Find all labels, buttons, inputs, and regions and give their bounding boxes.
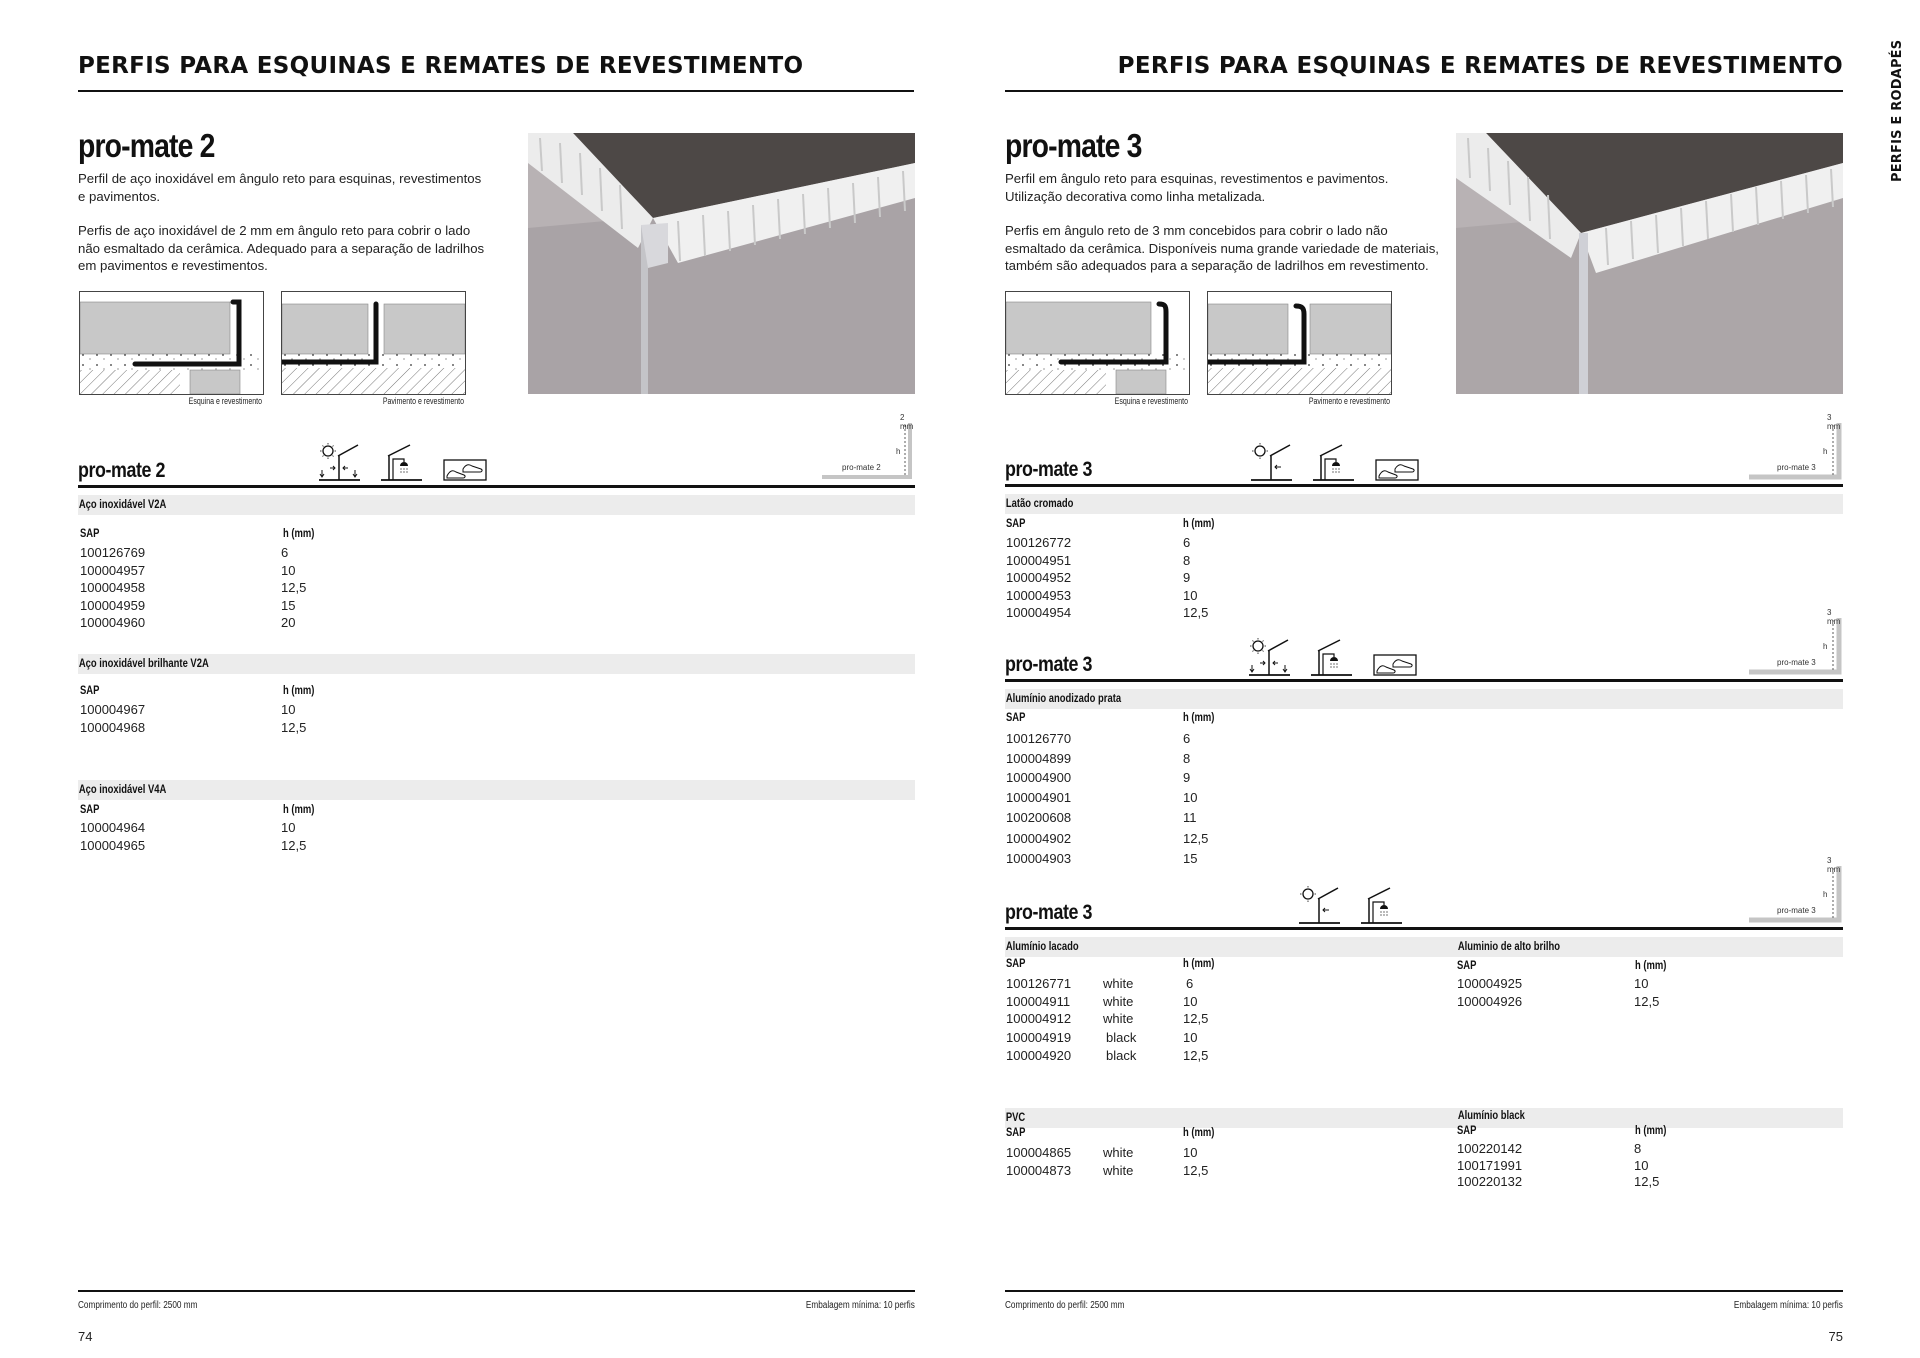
section-title: pro-mate 3	[1005, 458, 1093, 481]
product-photo	[1456, 133, 1843, 394]
column-header-h: h (mm)	[283, 804, 315, 816]
material-label: Latão cromado	[1005, 498, 1074, 510]
sap-cell: 100126772	[1006, 535, 1072, 550]
diagram-caption: Pavimento e revestimento	[382, 396, 464, 406]
height-cell: 6	[1186, 976, 1194, 991]
profile-cross-section-diagram	[1208, 292, 1391, 394]
column-header-h: h (mm)	[1635, 960, 1667, 972]
height-cell: 10	[1183, 587, 1198, 603]
header-rule	[1005, 90, 1843, 92]
diagram-corner-wall	[79, 291, 264, 395]
material-label: PVC	[1005, 1112, 1026, 1124]
sap-cell: 100004960	[80, 615, 146, 630]
section-title: pro-mate 3	[1005, 901, 1093, 924]
column-header-h: h (mm)	[1183, 712, 1215, 724]
height-cell: 8	[1183, 552, 1191, 568]
height-cell: 10	[281, 820, 296, 835]
outdoor-weather-icon	[1298, 885, 1342, 925]
material-label: Alumínio lacado	[1005, 941, 1079, 953]
column-header-sap: SAP	[80, 685, 100, 697]
sap-cell: 100220142	[1457, 1141, 1523, 1156]
sap-cell: 100004903	[1006, 851, 1072, 866]
section-title: pro-mate 3	[1005, 653, 1093, 676]
sap-cell: 100004911	[1006, 993, 1071, 1009]
aluminium-corner-profile-photo	[1456, 133, 1843, 394]
column-header-h: h (mm)	[283, 528, 315, 540]
header-rule	[78, 90, 914, 92]
sap-cell: 100004958	[80, 580, 146, 595]
height-cell: 12,5	[1634, 1174, 1660, 1189]
product-description	[1005, 170, 1445, 292]
description-paragraph: Perfis em ângulo reto de 3 mm concebidos para cobrir o lado não esmaltado da cerâmica. Disponíveis numa grande variedade de materiais, também são adequados para a separação de ladrilhos em revestimento.	[1005, 223, 1439, 273]
height-cell: 10	[1183, 1030, 1198, 1045]
shower-icon	[1310, 637, 1354, 677]
column-header-sap: SAP	[80, 528, 100, 540]
profile-name-label: pro-mate 3	[1777, 463, 1816, 472]
h-label: h	[896, 447, 901, 456]
sap-cell: 100126771	[1006, 976, 1072, 991]
diagram-floor-wall	[1207, 291, 1392, 395]
color-cell: white	[1103, 1145, 1134, 1160]
profile-length-note: Comprimento do perfil: 2500 mm	[78, 1300, 198, 1311]
sap-cell: 100200608	[1006, 810, 1072, 825]
sap-cell: 100004957	[80, 562, 146, 578]
height-cell: 10	[1634, 1157, 1649, 1173]
h-label: h	[1823, 642, 1828, 651]
usage-icons	[1298, 885, 1418, 925]
thickness-label: 3 mm	[1827, 608, 1841, 626]
height-cell: 15	[281, 597, 296, 613]
sap-cell: 100004952	[1006, 570, 1072, 585]
outdoor-weather-icon	[1250, 442, 1294, 482]
outdoor-weather-icon	[1248, 637, 1292, 677]
height-cell: 10	[281, 562, 296, 578]
sap-cell: 100004912	[1006, 1011, 1072, 1026]
height-cell: 10	[1634, 976, 1649, 991]
column-header-sap: SAP	[1006, 1127, 1026, 1139]
profile-cross-section-diagram	[282, 292, 465, 394]
height-cell: 10	[1183, 790, 1198, 805]
height-cell: 12,5	[1634, 993, 1660, 1009]
sap-cell: 100004926	[1457, 993, 1523, 1009]
sap-cell: 100004964	[80, 820, 146, 835]
sap-cell: 100004899	[1006, 750, 1072, 766]
height-cell: 8	[1183, 750, 1191, 766]
section-title: pro-mate 2	[78, 459, 166, 482]
material-band	[1005, 1108, 1843, 1128]
height-cell: 10	[1183, 1145, 1198, 1160]
section-rule	[1005, 927, 1843, 930]
min-packaging-note: Embalagem mínima: 10 perfis	[1734, 1300, 1843, 1311]
floor-traffic-shoe-icon	[1373, 653, 1417, 677]
sap-cell: 100004925	[1457, 976, 1523, 991]
height-cell: 12,5	[281, 719, 307, 735]
profile-dimension-figure	[820, 415, 916, 481]
sap-cell: 100004901	[1006, 790, 1072, 805]
product-title: pro-mate 2	[78, 127, 215, 164]
product-description	[78, 170, 488, 292]
page-header-title: PERFIS PARA ESQUINAS E REMATES DE REVESTIMENTO	[1117, 53, 1843, 79]
product-photo	[528, 133, 915, 394]
sap-cell: 100171991	[1457, 1157, 1523, 1173]
usage-icons	[318, 442, 501, 482]
page-number: 74	[78, 1329, 93, 1344]
material-band	[78, 495, 915, 515]
color-cell: white	[1103, 976, 1134, 991]
sap-cell: 100004967	[80, 702, 146, 717]
sap-cell: 100004902	[1006, 831, 1072, 846]
height-cell: 12,5	[1183, 1048, 1209, 1063]
description-paragraph: Perfil em ângulo reto para esquinas, revestimentos e pavimentos. Utilização decorativa como linha metalizada.	[1005, 171, 1389, 204]
height-cell: 15	[1183, 851, 1198, 866]
floor-traffic-shoe-icon	[1375, 458, 1419, 482]
shower-icon	[1360, 885, 1404, 925]
sap-cell: 100126769	[80, 545, 146, 560]
stainless-steel-corner-profile-photo	[528, 133, 915, 394]
h-label: h	[1823, 447, 1828, 456]
sap-cell: 100220132	[1457, 1174, 1523, 1189]
profile-cross-section-diagram	[80, 292, 263, 394]
thickness-label: 3 mm	[1827, 413, 1841, 431]
section-rule	[1005, 484, 1843, 487]
color-cell: black	[1106, 1048, 1137, 1063]
color-cell: white	[1103, 993, 1134, 1009]
height-cell: 12,5	[1183, 831, 1209, 846]
column-header-h: h (mm)	[1635, 1125, 1667, 1137]
material-band	[78, 780, 915, 800]
footer-rule	[78, 1290, 915, 1292]
floor-traffic-shoe-icon	[443, 458, 487, 482]
sap-cell: 100004965	[80, 837, 146, 853]
column-header-sap: SAP	[80, 804, 100, 816]
sap-cell: 100004873	[1006, 1162, 1072, 1178]
height-cell: 20	[281, 615, 296, 630]
material-label: Aluminio de alto brilho	[1457, 941, 1560, 953]
diagram-caption: Esquina e revestimento	[1114, 396, 1188, 406]
height-cell: 12,5	[1183, 1011, 1209, 1026]
color-cell: white	[1103, 1011, 1134, 1026]
height-cell: 9	[1183, 770, 1191, 785]
right-page	[960, 0, 1920, 1358]
shower-icon	[380, 442, 424, 482]
sap-cell: 100004920	[1006, 1048, 1072, 1063]
section-rule	[78, 485, 915, 488]
sap-cell: 100004954	[1006, 605, 1072, 620]
h-label: h	[1823, 890, 1828, 899]
profile-dimension-figure	[1747, 415, 1843, 481]
outdoor-weather-icon	[318, 442, 362, 482]
column-header-h: h (mm)	[1183, 958, 1215, 970]
height-cell: 12,5	[281, 580, 307, 595]
min-packaging-note: Embalagem mínima: 10 perfis	[806, 1300, 915, 1311]
profile-cross-section-diagram	[1006, 292, 1189, 394]
diagram-corner-wall	[1005, 291, 1190, 395]
sap-cell: 100126770	[1006, 731, 1072, 746]
product-title: pro-mate 3	[1005, 127, 1142, 164]
profile-dimension-figure	[1747, 858, 1843, 924]
thickness-label: 3 mm	[1827, 856, 1841, 874]
height-cell: 12,5	[1183, 1162, 1209, 1178]
column-header-sap: SAP	[1457, 1125, 1477, 1137]
diagram-caption: Esquina e revestimento	[188, 396, 262, 406]
material-band	[1005, 937, 1843, 957]
height-cell: 9	[1183, 570, 1191, 585]
material-label: Alumínio anodizado prata	[1005, 693, 1122, 705]
height-cell: 12,5	[281, 837, 307, 853]
profile-name-label: pro-mate 3	[1777, 658, 1816, 667]
usage-icons	[1248, 637, 1431, 677]
material-label: Alumínio black	[1457, 1110, 1525, 1122]
height-cell: 10	[1183, 993, 1198, 1009]
column-header-sap: SAP	[1457, 960, 1477, 972]
profile-length-note: Comprimento do perfil: 2500 mm	[1005, 1300, 1125, 1311]
sap-cell: 100004919	[1006, 1030, 1072, 1045]
height-cell: 6	[1183, 535, 1191, 550]
description-paragraph: Perfil de aço inoxidável em ângulo reto para esquinas, revestimentos e pavimentos.	[78, 171, 482, 204]
column-header-h: h (mm)	[283, 685, 315, 697]
material-band	[78, 654, 915, 674]
page-header-title: PERFIS PARA ESQUINAS E REMATES DE REVESTIMENTO	[78, 53, 804, 79]
page-number: 75	[1828, 1329, 1843, 1344]
profile-name-label: pro-mate 3	[1777, 906, 1816, 915]
section-side-tab: PERFIS E RODAPÉS	[1890, 39, 1905, 182]
material-label: Aço inoxidável V4A	[78, 784, 167, 796]
column-header-h: h (mm)	[1183, 1127, 1215, 1139]
material-label: Aço inoxidável V2A	[78, 499, 167, 511]
diagram-caption: Pavimento e revestimento	[1308, 396, 1390, 406]
sap-cell: 100004951	[1006, 552, 1072, 568]
sap-cell: 100004900	[1006, 770, 1072, 785]
height-cell: 12,5	[1183, 605, 1209, 620]
shower-icon	[1312, 442, 1356, 482]
section-rule	[1005, 679, 1843, 682]
thickness-label: 2 mm	[900, 413, 914, 431]
footer-rule	[1005, 1290, 1843, 1292]
description-paragraph: Perfis de aço inoxidável de 2 mm em ângulo reto para cobrir o lado não esmaltado da cerâmica. Adequado para a separação de ladrilhos em pavimentos e revestimentos.	[78, 223, 485, 273]
material-band	[1005, 689, 1843, 709]
height-cell: 8	[1634, 1141, 1642, 1156]
usage-icons	[1250, 442, 1433, 482]
height-cell: 6	[281, 545, 289, 560]
column-header-sap: SAP	[1006, 712, 1026, 724]
column-header-sap: SAP	[1006, 518, 1026, 530]
column-header-h: h (mm)	[1183, 518, 1215, 530]
height-cell: 11	[1183, 810, 1197, 825]
sap-cell: 100004968	[80, 719, 146, 735]
profile-dimension-figure	[1747, 610, 1843, 676]
color-cell: white	[1103, 1162, 1134, 1178]
sap-cell: 100004959	[80, 597, 146, 613]
material-band	[1005, 494, 1843, 514]
color-cell: black	[1106, 1030, 1137, 1045]
sap-cell: 100004953	[1006, 587, 1072, 603]
height-cell: 10	[281, 702, 296, 717]
height-cell: 6	[1183, 731, 1191, 746]
diagram-floor-wall	[281, 291, 466, 395]
sap-cell: 100004865	[1006, 1145, 1072, 1160]
column-header-sap: SAP	[1006, 958, 1026, 970]
profile-name-label: pro-mate 2	[842, 463, 881, 472]
material-label: Aço inoxidável brilhante V2A	[78, 658, 209, 670]
